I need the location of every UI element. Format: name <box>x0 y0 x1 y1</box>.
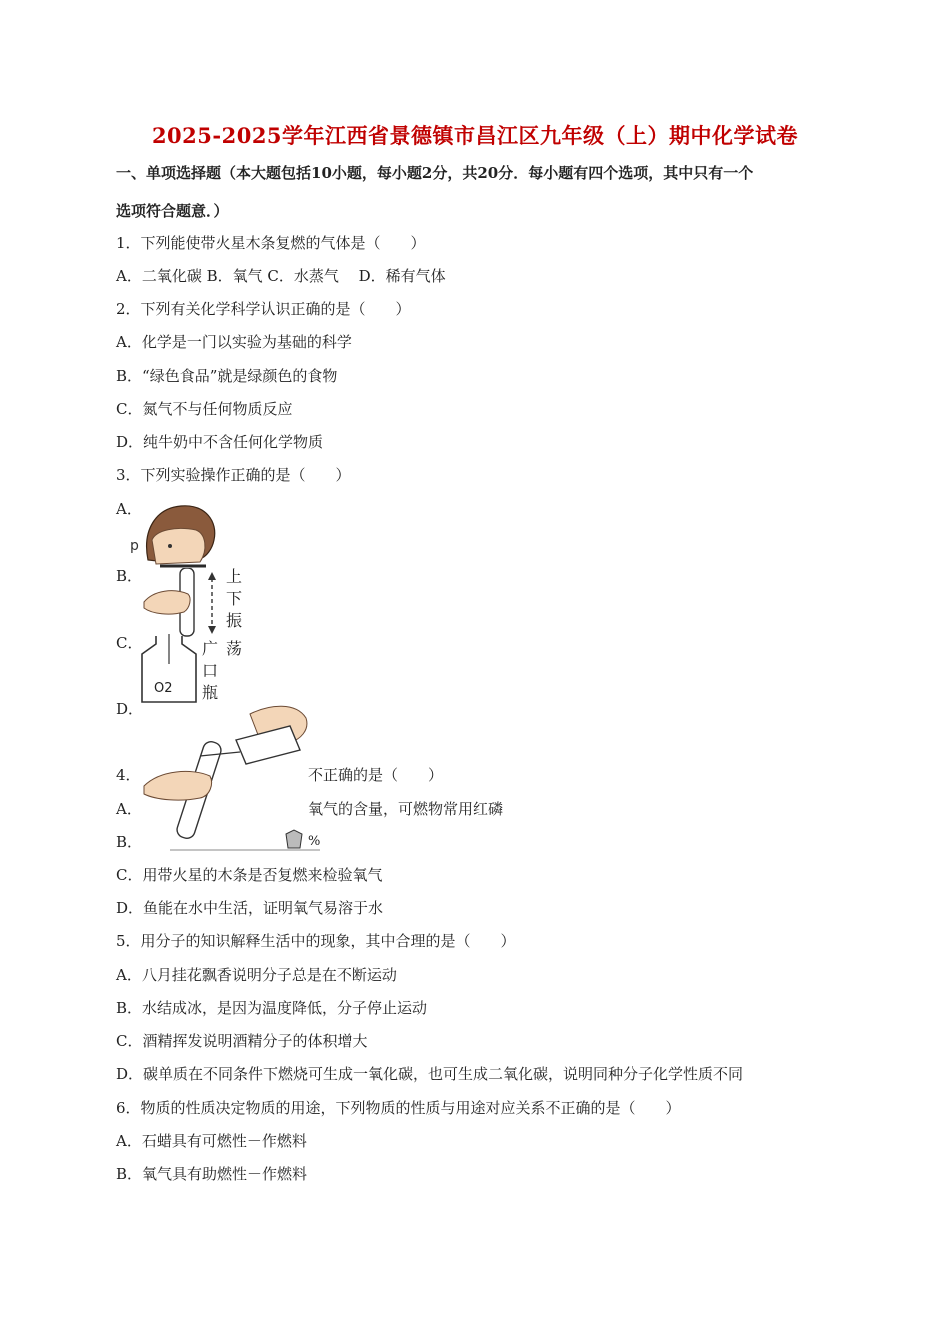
q3-option-b: B． <box>116 567 143 585</box>
lower-hand-shape <box>144 771 212 800</box>
q5-stem: 5．用分子的知识解释生活中的现象，其中合理的是（ ） <box>116 932 516 950</box>
q2-option-c: C．氮气不与任何物质反应 <box>116 400 293 418</box>
q4-option-b-visible: % <box>308 834 321 849</box>
q4-option-a-prefix: A． <box>116 800 142 818</box>
q2-stem: 2．下列有关化学科学认识正确的是（ ） <box>116 300 411 318</box>
q6-option-a: A．石蜡具有可燃性－作燃料 <box>116 1132 307 1150</box>
q4-stem-visible: 不正确的是（ ） <box>308 766 444 784</box>
eye-dot <box>168 544 172 548</box>
q4-stem-prefix: 4． <box>116 766 141 784</box>
q3-figure-b-shaking-image <box>140 568 250 638</box>
q4-option-a-visible: 氧气的含量，可燃物常用红磷 <box>308 800 504 818</box>
q2-option-a: A．化学是一门以实验为基础的科学 <box>116 333 352 351</box>
q6-option-b: B．氧气具有助燃性－作燃料 <box>116 1165 308 1183</box>
fig-b-label-1: 上 <box>226 568 243 586</box>
reagent-bottle <box>236 726 300 764</box>
q2-option-d: D．纯牛奶中不含任何化学物质 <box>116 433 324 451</box>
arrow-up-head <box>208 572 216 580</box>
q3-option-d: D． <box>116 700 144 718</box>
q3-figure-a-fragment: p <box>130 538 139 554</box>
fig-c-label-3: 瓶 <box>202 683 219 702</box>
q5-option-d: D．碳单质在不同条件下燃烧可生成一氧化碳，也可生成二氧化碳，说明同种分子化学性质不同 <box>116 1065 744 1083</box>
q3-option-c: C． <box>116 634 143 652</box>
q6-stem: 6．物质的性质决定物质的用途，下列物质的性质与用途对应关系不正确的是（ ） <box>116 1099 681 1117</box>
section-heading-line2: 选项符合题意．） <box>116 202 229 220</box>
q3-figure-d-pouring-image <box>140 700 320 852</box>
fig-c-o2-label: O2 <box>154 681 173 696</box>
q5-option-c: C．酒精挥发说明酒精分子的体积增大 <box>116 1032 368 1050</box>
arrow-down-head <box>208 626 216 634</box>
q4-option-d: D．鱼能在水中生活，证明氧气易溶于水 <box>116 899 384 917</box>
fig-b-label-3: 振 <box>226 611 243 630</box>
bottle-stopper <box>286 830 302 848</box>
q1-options: A．二氧化碳 B．氧气 C．水蒸气 D．稀有气体 <box>116 267 446 285</box>
q3-stem: 3．下列实验操作正确的是（ ） <box>116 466 351 484</box>
q3-figure-c-bottle-image <box>136 634 246 704</box>
q1-stem: 1．下列能使带火星木条复燃的气体是（ ） <box>116 234 426 252</box>
q2-option-b: B．“绿色食品”就是绿颜色的食物 <box>116 367 338 385</box>
fig-b-label-2: 下 <box>226 589 243 608</box>
q4-option-b-prefix: B． <box>116 833 143 851</box>
section-heading-line1: 一、单项选择题（本大题包括10小题，每小题2分，共20分．每小题有四个选项，其中只有一个 <box>116 164 754 182</box>
q5-option-a: A．八月挂花飘香说明分子总是在不断运动 <box>116 966 397 984</box>
q3-option-a: A． <box>116 500 142 518</box>
fig-c-label-1: 广 <box>202 639 219 658</box>
q4-option-c: C．用带火星的木条是否复燃来检验氧气 <box>116 866 383 884</box>
page-title: 2025-2025学年江西省景德镇市昌江区九年级（上）期中化学试卷 <box>151 123 799 148</box>
fig-c-label-2: 口 <box>202 661 219 680</box>
face-shape <box>152 528 205 564</box>
q5-option-b: B．水结成冰，是因为温度降低，分子停止运动 <box>116 999 428 1017</box>
fig-b-label-4: 荡 <box>226 639 243 658</box>
q3-figure-a-smelling-image <box>126 500 226 570</box>
hand-shape <box>144 591 190 614</box>
